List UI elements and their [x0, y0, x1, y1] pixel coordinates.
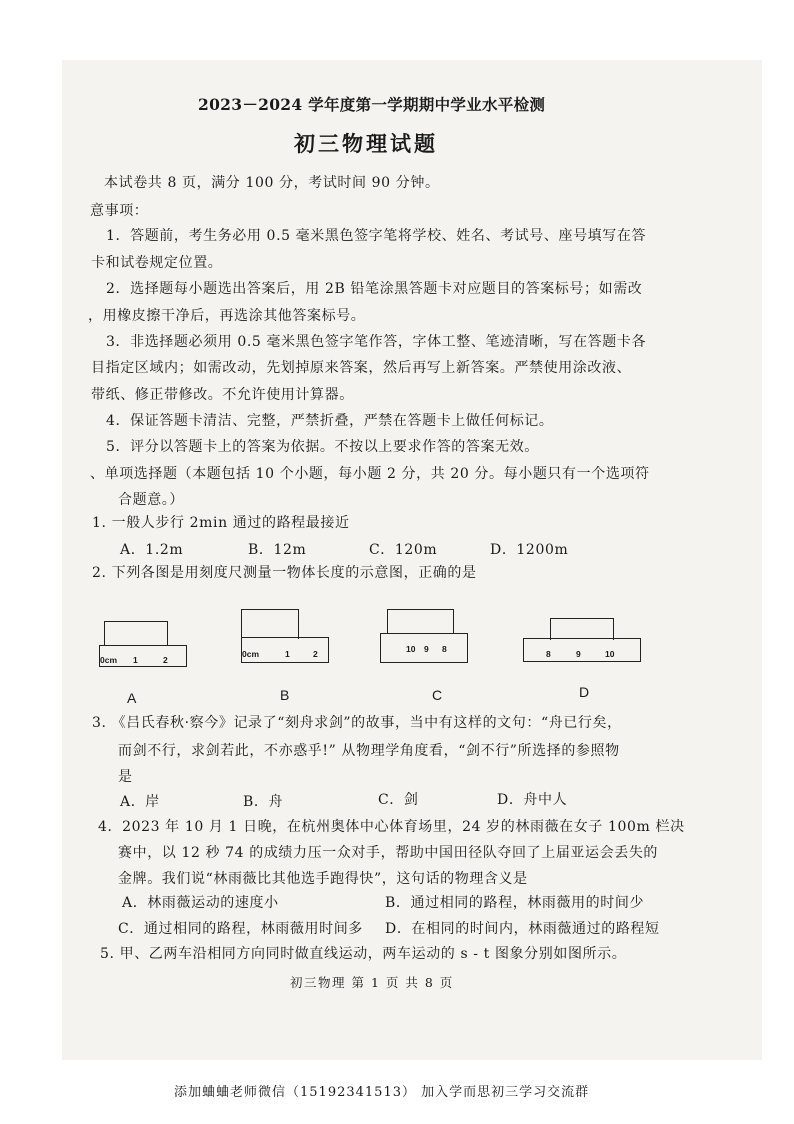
tick-label: 2	[163, 655, 168, 665]
tick-label: 10	[605, 649, 615, 659]
q3-option-b: B．舟	[243, 794, 284, 810]
tick-label: 0cm	[100, 655, 118, 665]
q3-option-c: C．剑	[378, 792, 419, 808]
q4-option-c: C．通过相同的路程，林雨薇用时间多	[118, 921, 363, 937]
page-footer: 初三物理 第 1 页 共 8 页	[290, 975, 454, 990]
tick-label: 9	[424, 644, 429, 654]
paper-title: 初三物理试题	[294, 131, 438, 156]
note-line: 3．非选择题必须用 0.5 毫米黑色签字笔作答，字体工整、笔迹清晰，写在答题卡各	[106, 334, 647, 350]
q3-option-d: D．舟中人	[497, 792, 568, 808]
tick-label: 1	[133, 655, 138, 665]
question-3-line: 3. 《吕氏春秋·察今》记录了“刻舟求剑”的故事，当中有这样的文句：“舟已行矣，	[92, 715, 622, 731]
q1-option-a: A．1.2m	[120, 542, 184, 558]
q4-option-d: D．在相同的时间内，林雨薇通过的路程短	[385, 921, 660, 937]
figure-label-c: C	[432, 687, 443, 703]
question-1-stem: 1. 一般人步行 2min 通过的路程最接近	[92, 515, 350, 531]
section-heading-cont: 合题意。）	[118, 492, 184, 508]
q1-option-d: D．1200m	[490, 542, 569, 558]
question-4-line: 4．2023 年 10 月 1 日晚，在杭州奥体中心体育场里，24 岁的林雨薇在女子 100m 栏决	[98, 819, 685, 835]
tick-label: 8	[442, 644, 447, 654]
question-4-line: 金牌。我们说“林雨薇比其他选手跑得快”，这句话的物理含义是	[118, 871, 528, 887]
note-line: 2．选择题每小题选出答案后，用 2B 铅笔涂黑答题卡对应题目的答案标号；如需改	[106, 281, 643, 297]
question-4-line: 赛中，以 12 秒 74 的成绩力压一众对手，帮助中国田径队夺回了上届亚运会丢失的	[118, 845, 659, 861]
question-3-line: 而剑不行，求剑若此，不亦惑乎!” 从物理学角度看，“剑不行”所选择的参照物	[118, 743, 620, 759]
tick-label: 0cm	[242, 649, 260, 659]
tick-label: 9	[576, 649, 581, 659]
q3-option-a: A．岸	[120, 794, 160, 810]
promo-note: 添加蛐蛐老师微信（15192341513） 加入学而思初三学习交流群	[174, 1085, 590, 1100]
note-line: 4．保证答题卡清洁、完整，严禁折叠，严禁在答题卡上做任何标记。	[106, 413, 554, 429]
q4-option-a: A．林雨薇运动的速度小	[122, 895, 279, 911]
figure-label-d: D	[579, 684, 590, 700]
exam-title: 2023－2024 学年度第一学期期中学业水平检测	[198, 95, 546, 114]
question-3-line: 是	[118, 769, 133, 785]
q1-option-b: B．12m	[248, 542, 307, 558]
tick-label: 1	[285, 649, 290, 659]
note-line: 带纸、修正带修改。不允许使用计算器。	[91, 387, 354, 403]
section-heading: 、单项选择题（本题包括 10 个小题，每小题 2 分，共 20 分。每小题只有一个选项符	[90, 466, 650, 482]
q4-option-b: B．通过相同的路程，林雨薇用的时间少	[385, 895, 645, 911]
q1-option-c: C．120m	[369, 542, 438, 558]
figure-label-b: B	[280, 687, 290, 703]
notes-heading: 意事项：	[90, 203, 149, 219]
tick-label: 2	[313, 649, 318, 659]
note-line: 1．答题前，考生务必用 0.5 毫米黑色签字笔将学校、姓名、考试号、座号填写在答	[106, 228, 647, 244]
note-line: 5．评分以答题卡上的答案为依据。不按以上要求作答的答案无效。	[106, 439, 539, 455]
question-5-stem: 5. 甲、乙两车沿相同方向同时做直线运动，两车运动的 s - t 图象分别如图所示。	[100, 946, 627, 962]
figure-label-a: A	[127, 690, 137, 706]
note-line: ，用橡皮擦干净后，再选涂其他答案标号。	[88, 308, 366, 324]
tick-label: 10	[406, 644, 416, 654]
intro-text: 本试卷共 8 页，满分 100 分，考试时间 90 分钟。	[104, 175, 440, 191]
question-2-stem: 2. 下列各图是用刻度尺测量一物体长度的示意图，正确的是	[92, 565, 477, 581]
note-line: 卡和试卷规定位置。	[91, 255, 223, 271]
tick-label: 8	[546, 649, 551, 659]
note-line: 目指定区域内；如需改动，先划掉原来答案，然后再写上新答案。严禁使用涂改液、	[91, 360, 632, 376]
